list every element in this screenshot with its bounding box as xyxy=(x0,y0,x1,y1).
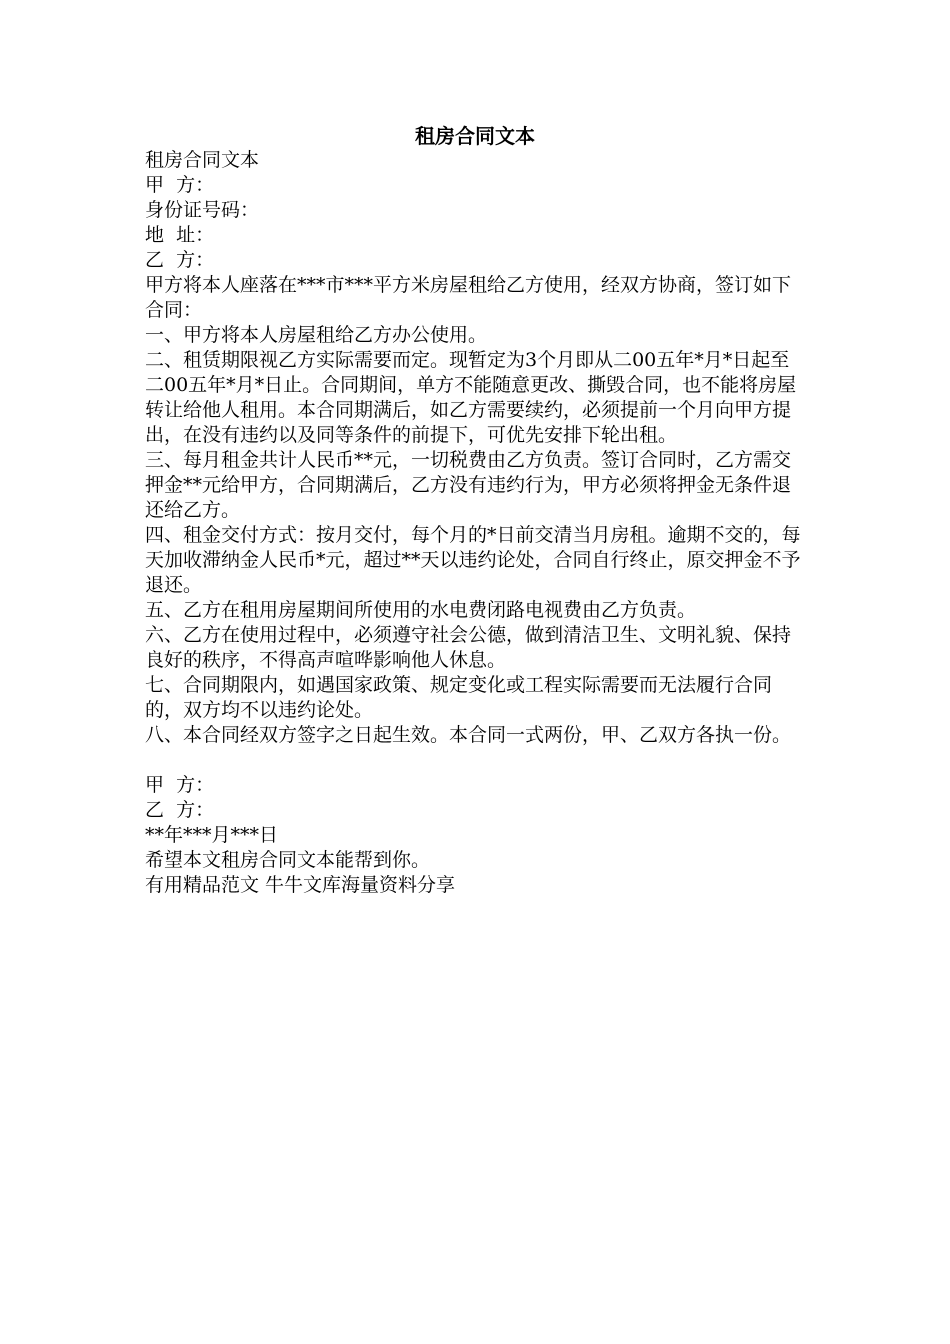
header-line-party-b: 乙 方： xyxy=(145,249,215,271)
paragraph-clause-4: 四、租金交付方式：按月交付，每个月的*日前交清当月房租。逾期不交的，每天加收滞纳金人民币*元，超过**天以违约论处，合同自行终止，原交押金不予退还。 xyxy=(145,524,801,596)
signature-date: **年***月***日 xyxy=(145,824,279,846)
header-line-address: 地 址： xyxy=(145,224,215,246)
paragraph-clause-8: 八、本合同经双方签字之日起生效。本合同一式两份，甲、乙双方各执一份。 xyxy=(145,724,792,746)
spacer xyxy=(145,748,805,773)
paragraph-clause-1: 一、甲方将本人房屋租给乙方办公使用。 xyxy=(145,324,488,346)
paragraph-clause-6: 六、乙方在使用过程中，必须遵守社会公德，做到清洁卫生、文明礼貌、保持良好的秩序，不得高声喧哗影响他人休息。 xyxy=(145,624,792,671)
paragraph-intro: 甲方将本人座落在***市***平方米房屋租给乙方使用，经双方协商，签订如下合同： xyxy=(145,274,792,321)
signature-party-b: 乙 方： xyxy=(145,799,215,821)
paragraph-clause-3: 三、每月租金共计人民币**元，一切税费由乙方负责。签订合同时，乙方需交押金**元给甲方，合同期满后，乙方没有违约行为，甲方必须将押金无条件退还给乙方。 xyxy=(145,449,792,521)
document-body xyxy=(145,148,805,898)
header-line-party-a: 甲 方： xyxy=(145,174,215,196)
header-line-id-number: 身份证号码： xyxy=(145,199,260,221)
footer-line-source: 有用精品范文 牛牛文库海量资料分享 xyxy=(145,874,456,896)
document-title: 租房合同文本 xyxy=(415,124,535,148)
paragraph-clause-7: 七、合同期限内，如遇国家政策、规定变化或工程实际需要而无法履行合同的，双方均不以违约论处。 xyxy=(145,674,773,721)
paragraph-clause-5: 五、乙方在租用房屋期间所使用的水电费闭路电视费由乙方负责。 xyxy=(145,599,697,621)
footer-line-wish: 希望本文租房合同文本能帮到你。 xyxy=(145,849,431,871)
paragraph-clause-2: 二、租赁期限视乙方实际需要而定。现暂定为3个月即从二00五年*月*日起至二00五年*月*日止。合同期间，单方不能随意更改、撕毁合同，也不能将房屋转让给他人租用。本合同期满后，如乙方需要续约，必须提前一个月向甲方提出，在没有违约以及同等条件的前提下，可优先安排下轮出租。 xyxy=(145,349,797,446)
header-line-title: 租房合同文本 xyxy=(145,149,260,171)
signature-party-a: 甲 方： xyxy=(145,774,215,796)
